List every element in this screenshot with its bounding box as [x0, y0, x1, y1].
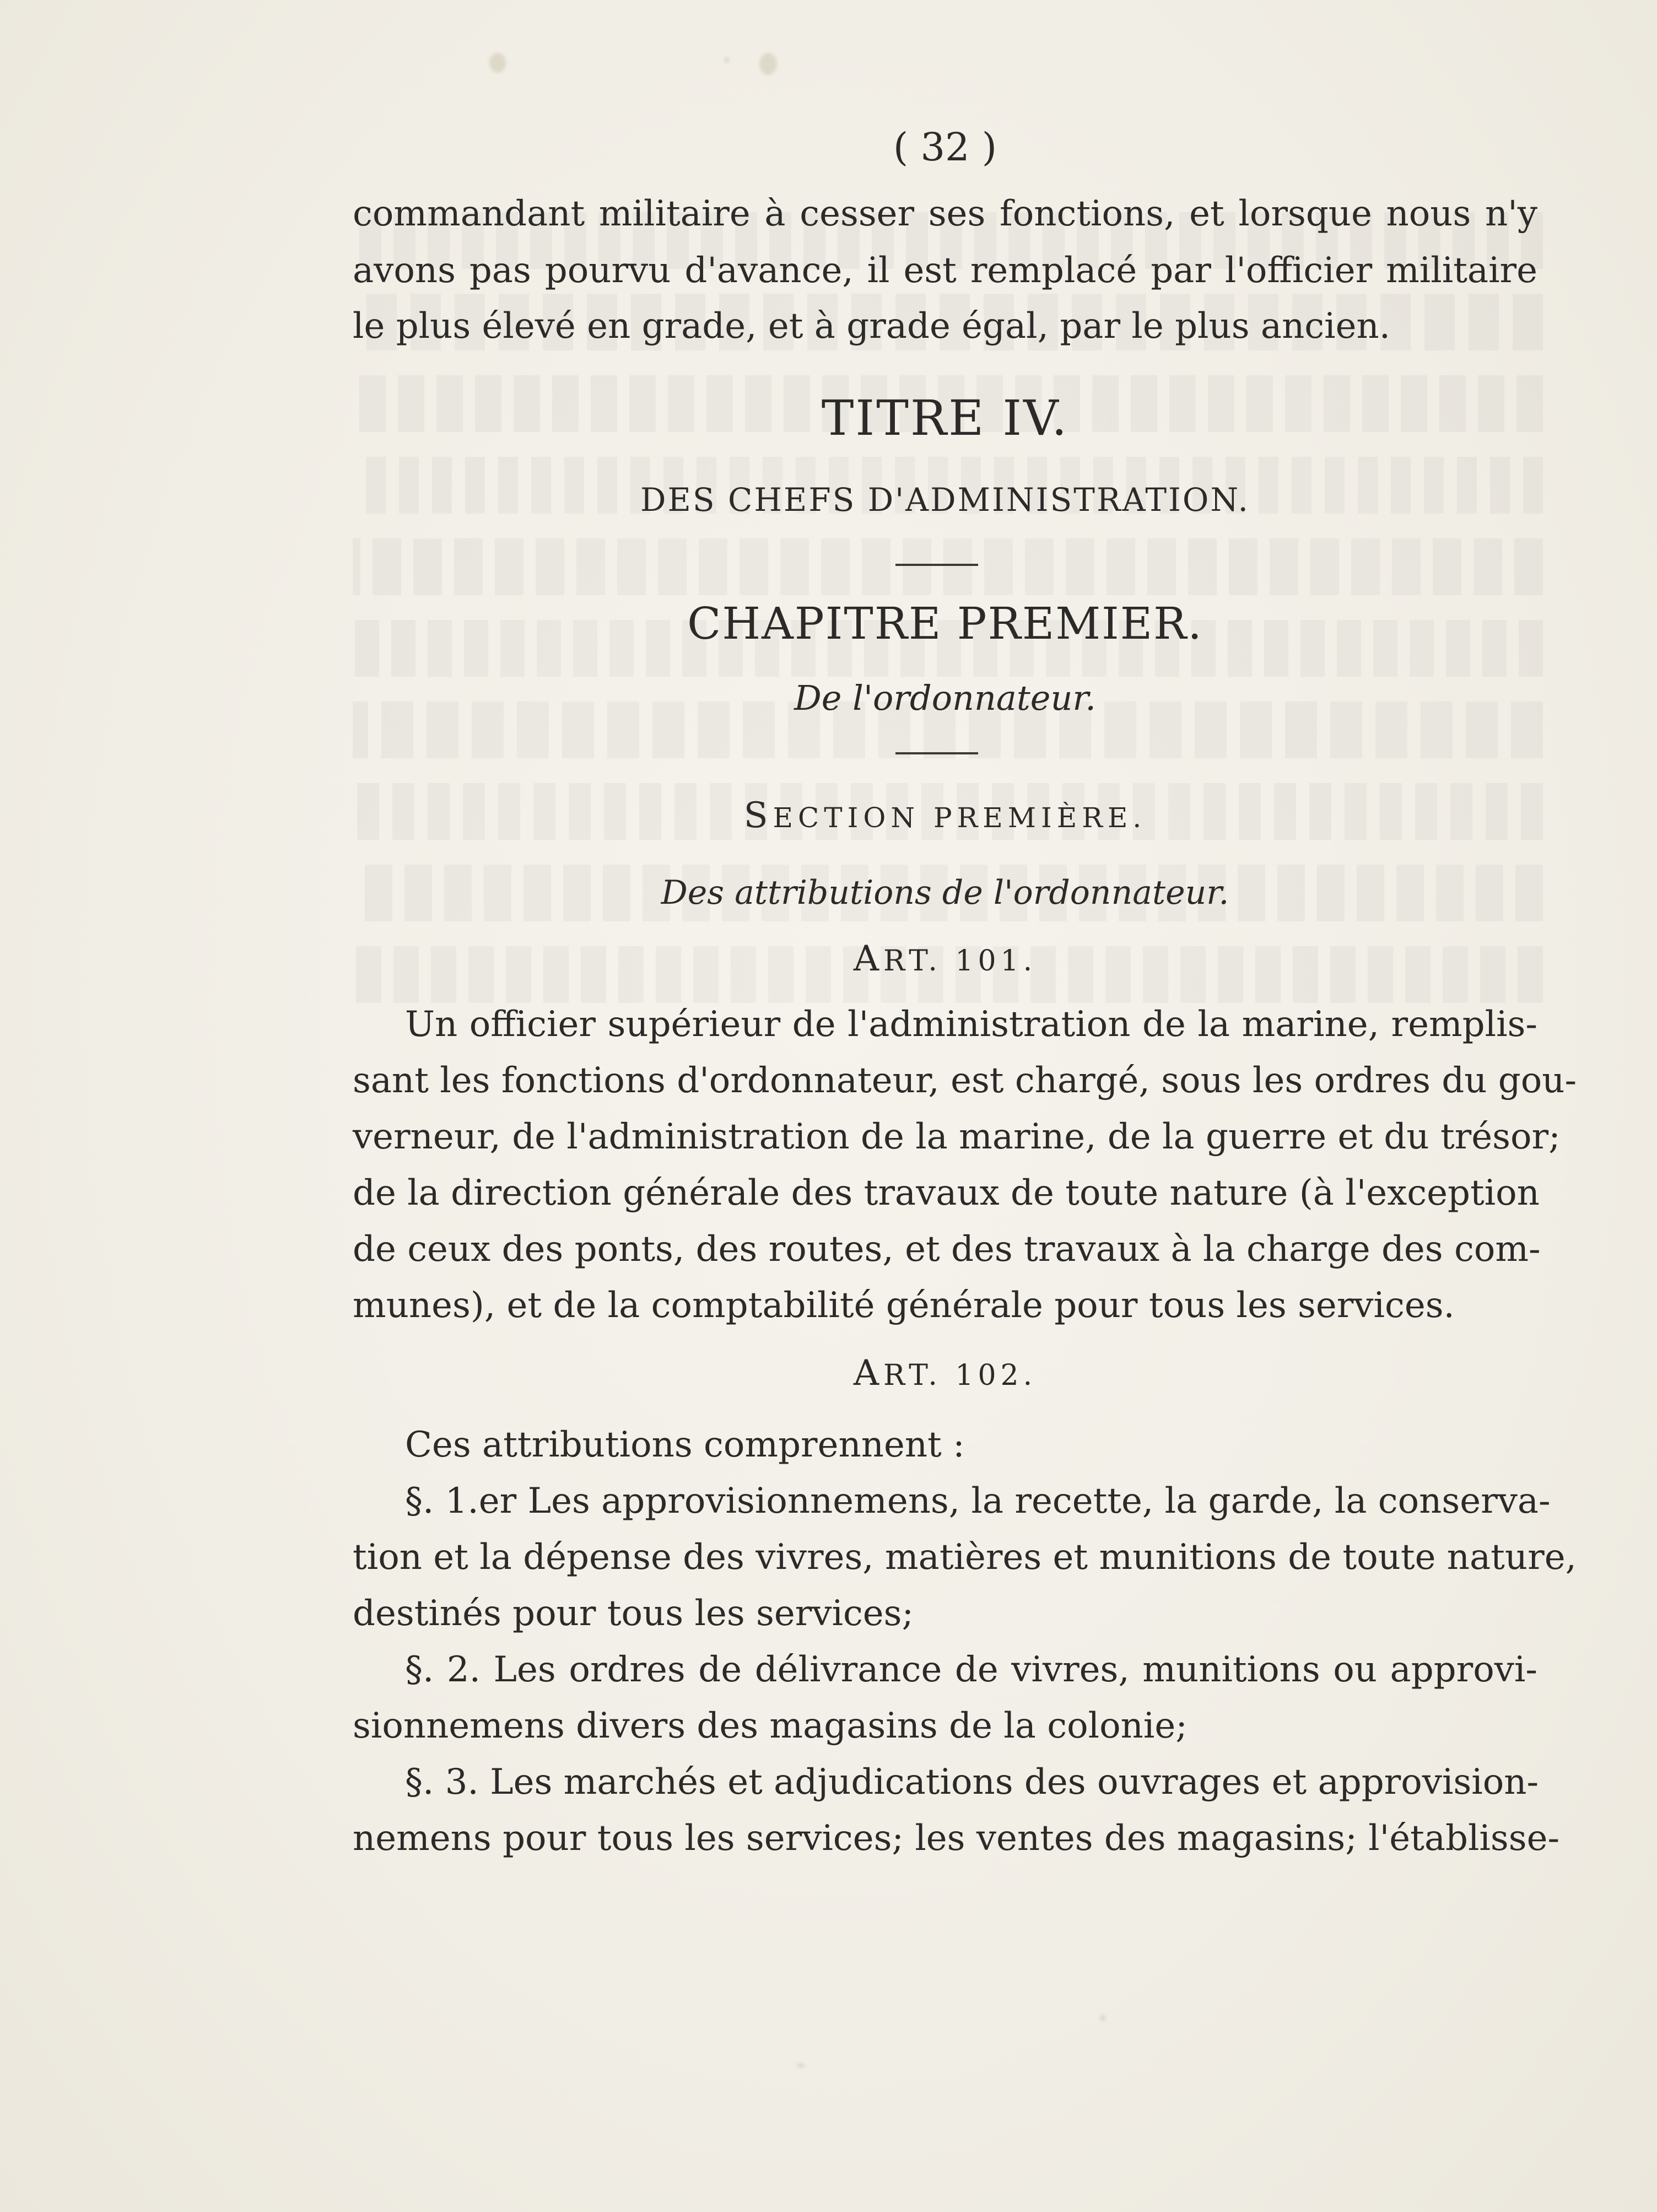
article-first-letter: A [853, 1353, 884, 1394]
ink-spot [724, 57, 730, 63]
article-102-line-6: §. 3. Les marchés et adjudications des ouvrages et approvision- [405, 1762, 1539, 1803]
title-titre: TITRE IV. [821, 390, 1069, 446]
section-heading [353, 795, 1537, 836]
ink-spot [489, 53, 506, 73]
continuation-line-1: commandant militaire à cesser ses fonctions, et lorsque nous n'y [353, 193, 1537, 234]
ink-spot [1100, 2015, 1105, 2021]
chapter-heading: CHAPITRE PREMIER. [687, 598, 1203, 649]
article-rest: RT. 102. [883, 1359, 1037, 1392]
article-101-line-3: verneur, de l'administration de la marine, de la guerre et du trésor; [353, 1116, 1561, 1157]
article-rest: RT. 101. [883, 945, 1037, 978]
article-101-heading [353, 938, 1537, 979]
page-number: ( 32 ) [893, 125, 997, 170]
ink-spot [797, 2063, 805, 2068]
article-102-line-2: tion et la dépense des vivres, matières et munitions de toute nature, [353, 1537, 1577, 1578]
section-rest: ECTION PREMIÈRE. [773, 802, 1147, 834]
divider-rule [895, 752, 978, 754]
section-first-letter: S [743, 795, 773, 836]
article-102-line-3: destinés pour tous les services; [353, 1593, 914, 1634]
article-101-line-5: de ceux des ponts, des routes, et des travaux à la charge des com- [353, 1229, 1541, 1270]
article-102-intro: Ces attributions comprennent : [405, 1425, 965, 1465]
article-102-line-5: sionnemens divers des magasins de la colonie; [353, 1706, 1188, 1746]
article-101-line-1: Un officier supérieur de l'administration de la marine, remplis- [405, 1004, 1537, 1045]
article-102-line-7: nemens pour tous les services; les ventes des magasins; l'établisse- [353, 1818, 1560, 1859]
article-101-line-2: sant les fonctions d'ordonnateur, est chargé, sous les ordres du gou- [353, 1060, 1577, 1101]
chapter-subtitle: De l'ordonnateur. [794, 678, 1096, 718]
ink-spot [759, 53, 777, 75]
article-102-line-1: §. 1.er Les approvisionnemens, la recette, la garde, la conserva- [405, 1481, 1551, 1522]
continuation-line-2: avons pas pourvu d'avance, il est remplacé par l'officier militaire [353, 250, 1537, 291]
article-101-line-6: munes), et de la comptabilité générale pour tous les services. [353, 1285, 1455, 1326]
heading-administration: DES CHEFS D'ADMINISTRATION. [640, 481, 1250, 519]
divider-rule [895, 564, 978, 566]
section-subtitle: Des attributions de l'ordonnateur. [661, 873, 1229, 912]
article-first-letter: A [853, 938, 884, 979]
article-101-line-4: de la direction générale des travaux de toute nature (à l'exception [353, 1173, 1540, 1213]
article-102-heading [353, 1353, 1537, 1394]
continuation-line-3: le plus élevé en grade, et à grade égal, par le plus ancien. [353, 306, 1391, 347]
article-102-line-4: §. 2. Les ordres de délivrance de vivres, munitions ou approvi- [405, 1649, 1537, 1690]
